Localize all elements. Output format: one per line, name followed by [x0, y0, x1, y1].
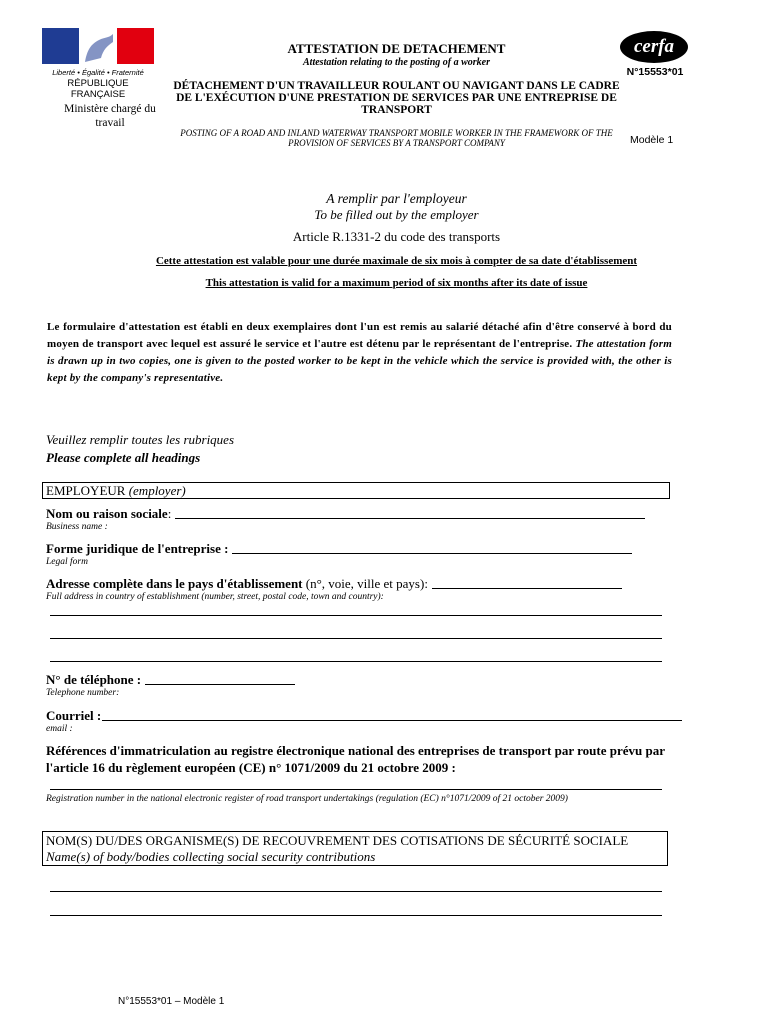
social-security-label-fr: NOM(S) DU/DES ORGANISME(S) DE RECOUVREMENT DES COTISATIONS DE SÉCURITÉ SOCIALE	[46, 833, 629, 848]
social-security-section-header	[42, 831, 668, 866]
copies-paragraph-en: The attestation form is drawn up in two copies, one is given to the posted worker to be kept in the vehicle which the service is provided with, the other is kept by the company's representative.	[47, 338, 672, 384]
phone-label: N° de téléphone :	[46, 672, 142, 687]
social-security-line-2[interactable]	[50, 915, 662, 916]
cerfa-logo: cerfa	[620, 31, 688, 63]
address-line-4[interactable]	[50, 661, 662, 662]
business-name-en: Business name :	[46, 522, 108, 532]
validity-notice-fr: Cette attestation est valable pour une durée maximale de six mois à compter de sa date d'établissement	[155, 255, 638, 267]
legal-form-label: Forme juridique de l'entreprise :	[46, 541, 229, 556]
validity-notice-en: This attestation is valid for a maximum period of six months after its date of issue	[205, 277, 588, 289]
address-label-details: (n°, voie, ville et pays):	[305, 576, 428, 591]
phone-field[interactable]	[46, 672, 295, 688]
address-input[interactable]	[432, 587, 622, 589]
fill-instruction-fr: A remplir par l'employeur	[326, 191, 467, 206]
business-name-input[interactable]	[175, 517, 645, 519]
cerfa-number: N°15553*01	[626, 66, 684, 78]
email-en: email :	[46, 724, 73, 734]
email-input[interactable]	[102, 719, 682, 721]
phone-en: Telephone number:	[46, 688, 120, 698]
copies-paragraph-fr: Le formulaire d'attestation est établi en deux exemplaires dont l'un est remis au salarié détaché afin d'être conservé à bord du moyen de transport avec lequel est assuré le service et l'autre est détenu par le représentant de l'entreprise.	[47, 321, 672, 350]
phone-input[interactable]	[145, 683, 295, 685]
please-complete-fr: Veuillez remplir toutes les rubriques	[46, 432, 235, 447]
social-security-label-en: Name(s) of body/bodies collecting social security contributions	[46, 849, 376, 864]
social-security-line-1[interactable]	[50, 891, 662, 892]
document-title: ATTESTATION DE DETACHEMENT	[287, 41, 506, 56]
ministry-name: Ministère chargé du travail	[64, 103, 156, 129]
address-line-2[interactable]	[50, 615, 662, 616]
copies-paragraph	[47, 319, 672, 387]
employer-label: EMPLOYEUR	[46, 483, 126, 498]
email-label: Courriel :	[46, 708, 102, 723]
marianne-flag-icon	[42, 28, 154, 64]
legal-form-field[interactable]	[46, 541, 632, 557]
business-name-label: Nom ou raison sociale	[46, 506, 168, 521]
address-en: Full address in country of establishment (number, street, postal code, town and country):	[46, 592, 384, 602]
main-title-fr: DÉTACHEMENT D'UN TRAVAILLEUR ROULANT OU NAVIGANT DANS LE CADRE DE L'EXÉCUTION D'UNE PRESTATION DE SERVICES PAR UNE ENTREPRISE DE TRANSPORT	[173, 80, 620, 116]
registry-label: Références d'immatriculation au registre électronique national des entreprises de transport par route prévu par l'article 16 du règlement européen (CE) n° 1071/2009 du 21 octobre 2009 :	[46, 743, 665, 775]
business-name-colon: :	[167, 506, 172, 521]
document-subtitle: Attestation relating to the posting of a worker	[303, 57, 490, 68]
fill-instruction-en: To be filled out by the employer	[314, 207, 479, 222]
legal-article: Article R.1331-2 du code des transports	[292, 229, 501, 244]
legal-form-input[interactable]	[232, 552, 632, 554]
page-footer: N°15553*01 – Modèle 1	[118, 996, 225, 1007]
republic-name: RÉPUBLIQUE FRANÇAISE	[67, 78, 129, 100]
registry-en: Registration number in the national electronic register of road transport undertakings (regulation (EC) n°1071/2009 of 21 october 2009)	[46, 794, 568, 804]
model-label: Modèle 1	[630, 134, 674, 146]
business-name-field[interactable]	[46, 506, 645, 522]
address-line-3[interactable]	[50, 638, 662, 639]
main-title-en: POSTING OF A ROAD AND INLAND WATERWAY TRANSPORT MOBILE WORKER IN THE FRAMEWORK OF THE PROVISION OF SERVICES BY A TRANSPORT COMPANY	[180, 128, 613, 148]
employer-label-en: (employer)	[128, 483, 186, 498]
employer-section-header	[42, 482, 670, 499]
registry-input[interactable]	[50, 789, 662, 790]
email-field[interactable]	[46, 708, 682, 724]
republic-motto: Liberté • Égalité • Fraternité	[52, 68, 144, 77]
address-label: Adresse complète dans le pays d'établissement	[46, 576, 303, 591]
address-field[interactable]	[46, 576, 622, 592]
please-complete-en: Please complete all headings	[46, 450, 201, 465]
legal-form-en: Legal form	[46, 557, 88, 567]
